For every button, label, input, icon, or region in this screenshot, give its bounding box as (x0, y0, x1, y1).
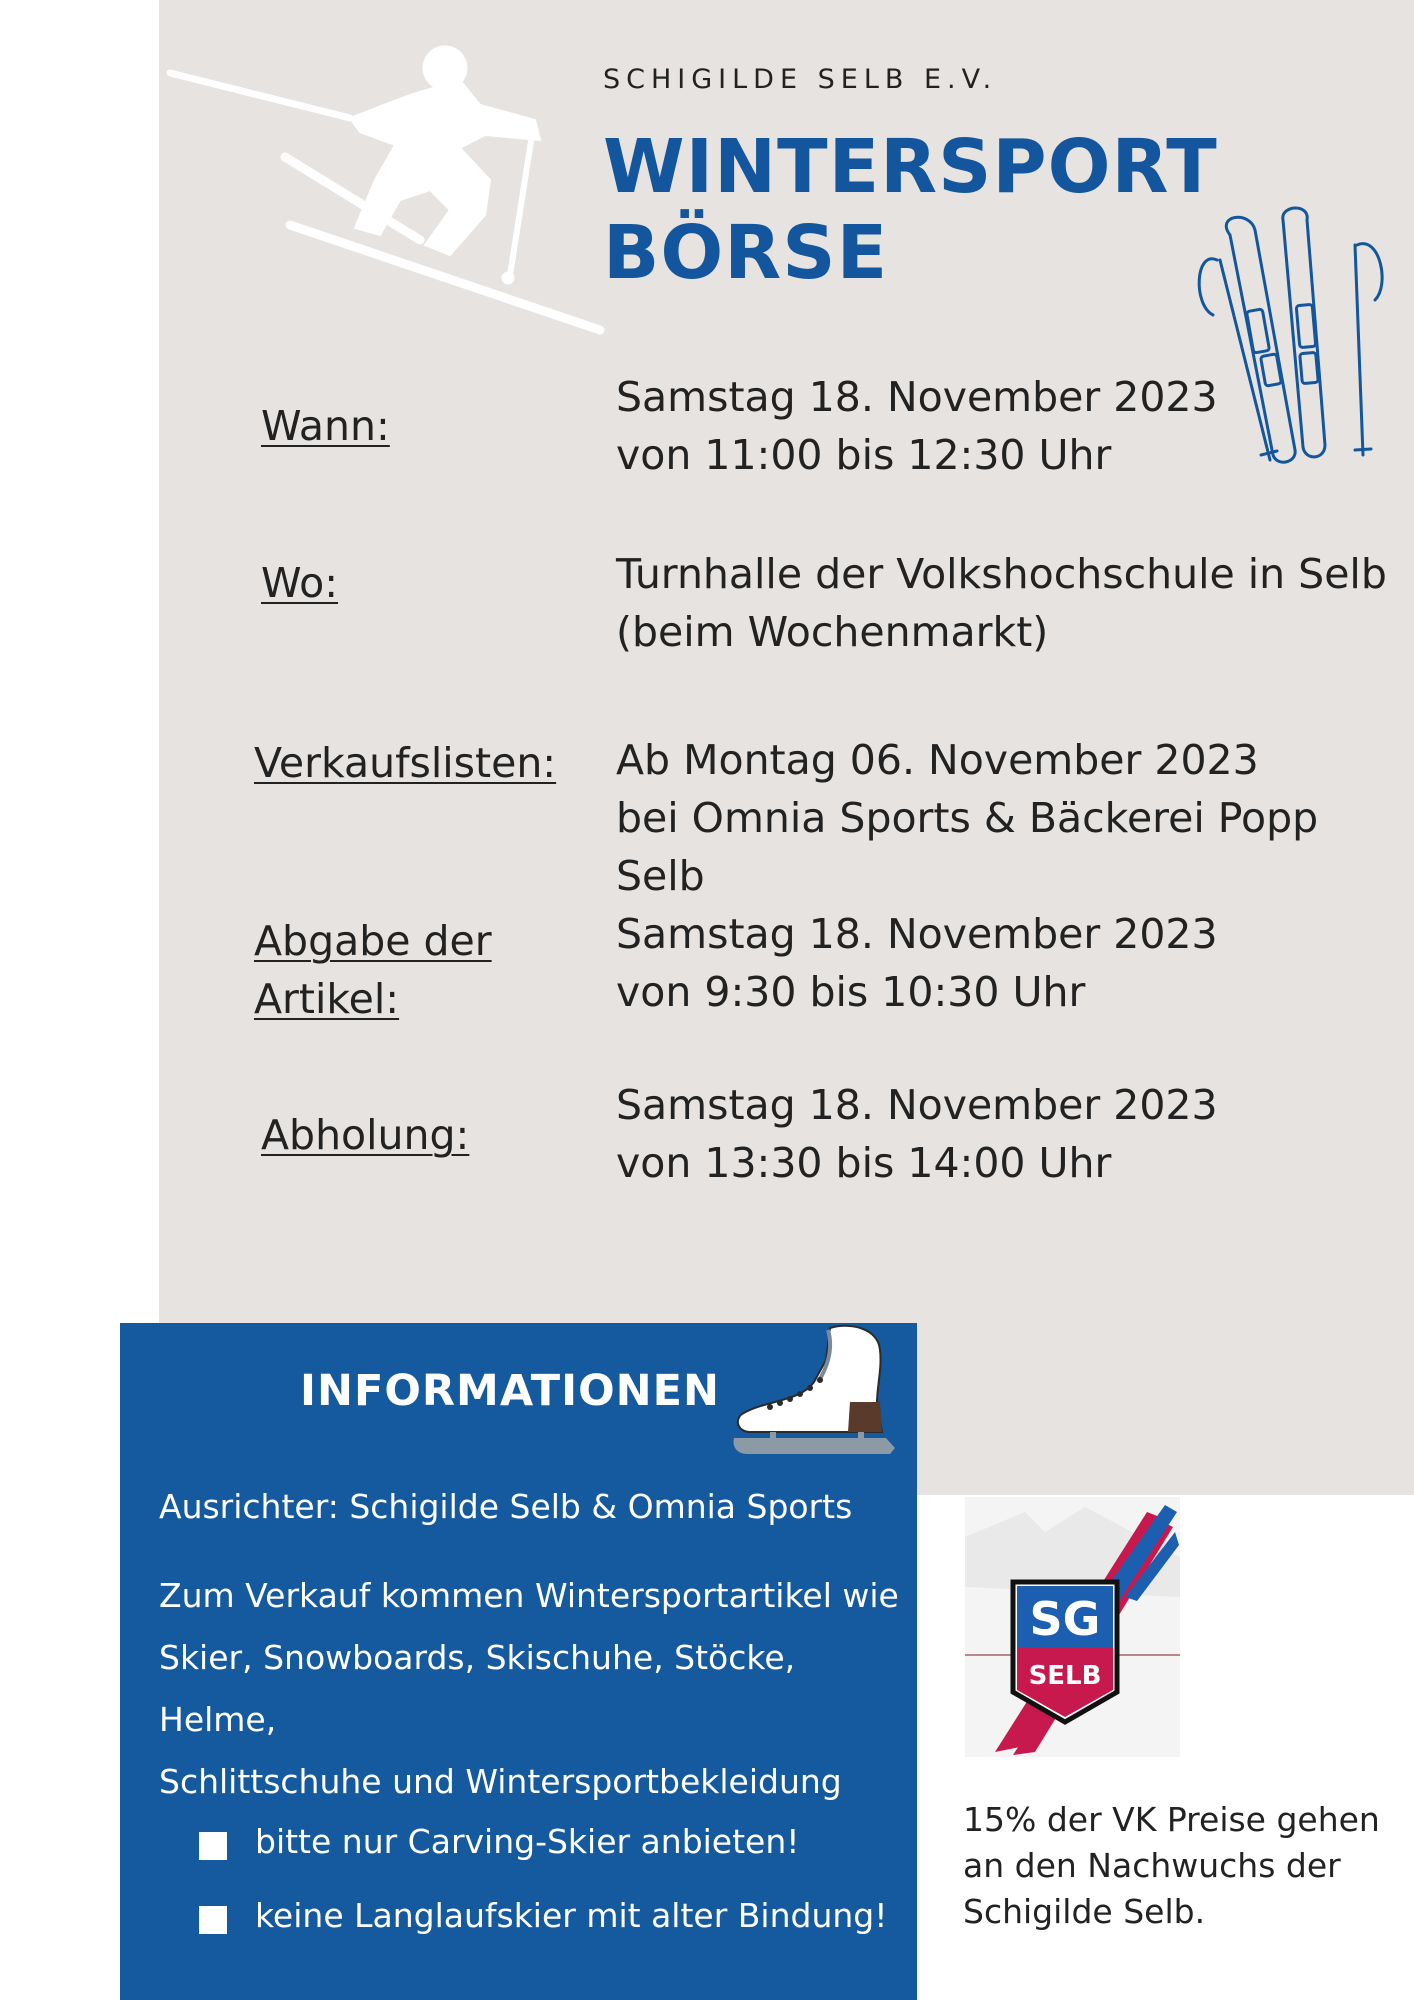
dropoff-time: von 9:30 bis 10:30 Uhr (616, 968, 1086, 1016)
bullet-text: keine Langlaufskier mit alter Bindung! (255, 1896, 888, 1935)
page-title (603, 124, 1218, 296)
where-label: Wo: (261, 559, 339, 607)
when-date: Samstag 18. November 2023 (616, 373, 1218, 421)
note-line-1: 15% der VK Preise gehen (963, 1800, 1380, 1839)
skis-icon (1195, 205, 1395, 465)
pickup-label: Abholung: (261, 1111, 470, 1159)
info-description (159, 1565, 899, 1813)
when-label: Wann: (261, 402, 390, 450)
logo-text-bottom: SELB (1028, 1661, 1102, 1691)
dropoff-date: Samstag 18. November 2023 (616, 910, 1218, 958)
club-name: SCHIGILDE SELB E.V. (603, 64, 998, 95)
where-place: Turnhalle der Volkshochschule in Selb (616, 550, 1387, 598)
bullet-text: bitte nur Carving-Skier anbieten! (255, 1822, 800, 1861)
lists-location: bei Omnia Sports & Bäckerei Popp Selb (616, 794, 1319, 900)
pickup-date: Samstag 18. November 2023 (616, 1081, 1218, 1129)
note-line-2: an den Nachwuchs der (963, 1846, 1341, 1885)
lists-label: Verkaufslisten: (254, 739, 557, 787)
lists-date: Ab Montag 06. November 2023 (616, 736, 1259, 784)
info-desc-line-3: Schlittschuhe und Wintersportbekleidung (159, 1762, 842, 1801)
ice-skate-icon (730, 1320, 900, 1470)
logo-text-top: SG (1029, 1592, 1101, 1646)
where-note: (beim Wochenmarkt) (616, 608, 1049, 656)
note-line-3: Schigilde Selb. (963, 1892, 1206, 1931)
square-bullet-icon (199, 1906, 227, 1934)
title-line-1: WINTERSPORT (603, 124, 1218, 210)
when-time: von 11:00 bis 12:30 Uhr (616, 431, 1112, 479)
square-bullet-icon (199, 1832, 227, 1860)
when-value (616, 368, 1218, 484)
dropoff-label-line-2: Artikel: (254, 975, 400, 1023)
skier-silhouette-icon (160, 40, 610, 350)
info-desc-line-1: Zum Verkauf kommen Wintersportartikel wie (159, 1576, 899, 1615)
dropoff-value (616, 905, 1218, 1021)
proceeds-note (963, 1797, 1380, 1935)
pickup-value (616, 1076, 1218, 1192)
organizer-text: Ausrichter: Schigilde Selb & Omnia Sports (159, 1487, 853, 1526)
dropoff-label-line-1: Abgabe der (254, 917, 492, 965)
where-value (616, 545, 1387, 661)
title-line-2: BÖRSE (603, 210, 889, 296)
sg-selb-logo (965, 1497, 1180, 1757)
info-desc-line-2: Skier, Snowboards, Skischuhe, Stöcke, Helme, (159, 1638, 796, 1739)
lists-value (616, 731, 1414, 905)
pickup-time: von 13:30 bis 14:00 Uhr (616, 1139, 1112, 1187)
info-title: INFORMATIONEN (300, 1366, 720, 1416)
dropoff-label (254, 912, 492, 1028)
